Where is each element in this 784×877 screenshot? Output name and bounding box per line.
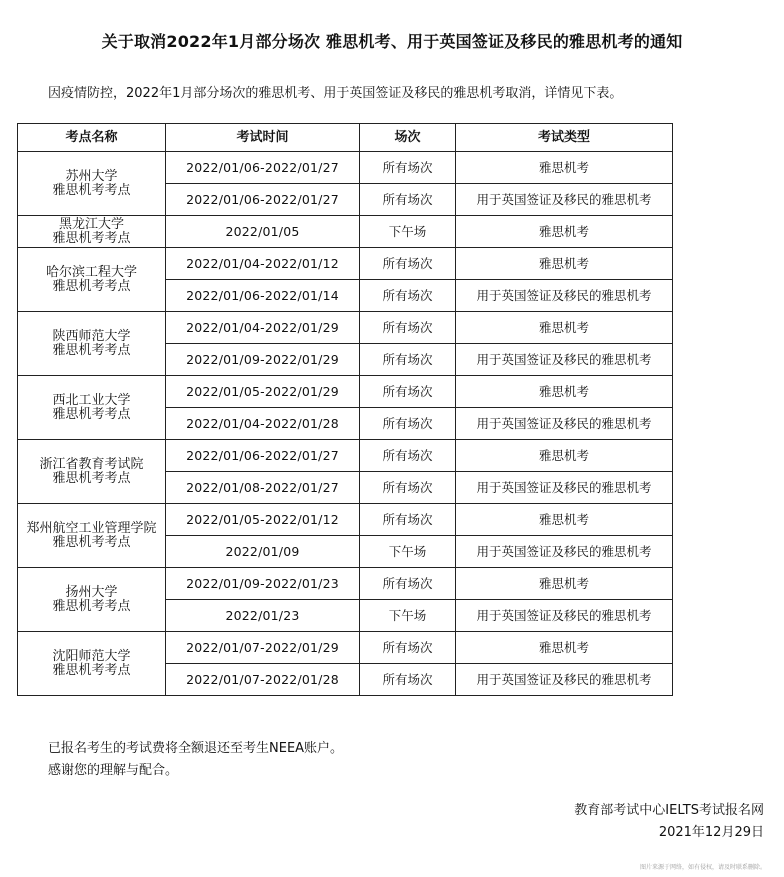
header-exam-time: 考试时间 xyxy=(166,124,360,152)
exam-time-cell: 2022/01/06-2022/01/27 xyxy=(166,440,360,472)
session-cell: 所有场次 xyxy=(360,152,456,184)
issue-date: 2021年12月29日 xyxy=(658,825,764,840)
exam-type-cell: 用于英国签证及移民的雅思机考 xyxy=(456,536,673,568)
refund-notice: 已报名考生的考试费将全额退还至考生NEEA账户。 xyxy=(48,741,344,756)
exam-type-cell: 用于英国签证及移民的雅思机考 xyxy=(456,664,673,696)
intro-paragraph: 因疫情防控，2022年1月部分场次的雅思机考、用于英国签证及移民的雅思机考取消，详情见下表。 xyxy=(48,86,623,101)
exam-type-cell: 用于英国签证及移民的雅思机考 xyxy=(456,472,673,504)
session-cell: 所有场次 xyxy=(360,440,456,472)
exam-time-cell: 2022/01/06-2022/01/27 xyxy=(166,184,360,216)
session-cell: 所有场次 xyxy=(360,312,456,344)
table-row xyxy=(18,376,673,408)
header-venue: 考点名称 xyxy=(18,124,166,152)
exam-time-cell: 2022/01/07-2022/01/28 xyxy=(166,664,360,696)
exam-time-cell: 2022/01/05-2022/01/12 xyxy=(166,504,360,536)
table-row xyxy=(18,312,673,344)
table-row xyxy=(18,440,673,472)
table-row xyxy=(18,632,673,664)
session-cell: 所有场次 xyxy=(360,376,456,408)
issuer-name: 教育部考试中心IELTS考试报名网 xyxy=(574,803,764,818)
exam-type-cell: 雅思机考 xyxy=(456,248,673,280)
venue-cell: 郑州航空工业管理学院雅思机考考点 xyxy=(18,504,166,568)
exam-time-cell: 2022/01/09 xyxy=(166,536,360,568)
exam-type-cell: 雅思机考 xyxy=(456,504,673,536)
exam-type-cell: 用于英国签证及移民的雅思机考 xyxy=(456,280,673,312)
exam-type-cell: 雅思机考 xyxy=(456,152,673,184)
exam-type-cell: 用于英国签证及移民的雅思机考 xyxy=(456,184,673,216)
venue-cell: 苏州大学 雅思机考考点 xyxy=(18,152,166,216)
venue-cell: 沈阳师范大学 雅思机考考点 xyxy=(18,632,166,696)
venue-cell: 哈尔滨工程大学 雅思机考考点 xyxy=(18,248,166,312)
page-title: 关于取消2022年1月部分场次 雅思机考、用于英国签证及移民的雅思机考的通知 xyxy=(101,32,683,51)
venue-cell: 西北工业大学 雅思机考考点 xyxy=(18,376,166,440)
exam-type-cell: 雅思机考 xyxy=(456,312,673,344)
exam-time-cell: 2022/01/06-2022/01/14 xyxy=(166,280,360,312)
exam-type-cell: 用于英国签证及移民的雅思机考 xyxy=(456,344,673,376)
table-header-row xyxy=(18,124,673,152)
table-row xyxy=(18,216,673,248)
table-row xyxy=(18,504,673,536)
table-row xyxy=(18,568,673,600)
venue-cell: 黑龙江大学 雅思机考考点 xyxy=(18,216,166,248)
exam-time-cell: 2022/01/04-2022/01/28 xyxy=(166,408,360,440)
session-cell: 所有场次 xyxy=(360,504,456,536)
thanks-note: 感谢您的理解与配合。 xyxy=(48,763,179,778)
exam-time-cell: 2022/01/08-2022/01/27 xyxy=(166,472,360,504)
cancellation-table xyxy=(17,123,673,696)
exam-type-cell: 雅思机考 xyxy=(456,440,673,472)
exam-time-cell: 2022/01/09-2022/01/29 xyxy=(166,344,360,376)
session-cell: 所有场次 xyxy=(360,280,456,312)
table-row xyxy=(18,248,673,280)
exam-time-cell: 2022/01/06-2022/01/27 xyxy=(166,152,360,184)
session-cell: 所有场次 xyxy=(360,344,456,376)
exam-time-cell: 2022/01/04-2022/01/12 xyxy=(166,248,360,280)
session-cell: 所有场次 xyxy=(360,632,456,664)
exam-time-cell: 2022/01/09-2022/01/23 xyxy=(166,568,360,600)
session-cell: 所有场次 xyxy=(360,248,456,280)
session-cell: 下午场 xyxy=(360,600,456,632)
exam-time-cell: 2022/01/23 xyxy=(166,600,360,632)
exam-time-cell: 2022/01/05-2022/01/29 xyxy=(166,376,360,408)
session-cell: 所有场次 xyxy=(360,568,456,600)
exam-time-cell: 2022/01/05 xyxy=(166,216,360,248)
table-row xyxy=(18,152,673,184)
session-cell: 下午场 xyxy=(360,536,456,568)
session-cell: 所有场次 xyxy=(360,408,456,440)
session-cell: 所有场次 xyxy=(360,472,456,504)
watermark-text: 图片来源于网络，如有侵权，请及时联系删除。 xyxy=(639,864,766,871)
table-body xyxy=(18,152,673,696)
exam-type-cell: 用于英国签证及移民的雅思机考 xyxy=(456,408,673,440)
exam-time-cell: 2022/01/04-2022/01/29 xyxy=(166,312,360,344)
header-session: 场次 xyxy=(360,124,456,152)
exam-type-cell: 雅思机考 xyxy=(456,376,673,408)
header-exam-type: 考试类型 xyxy=(456,124,673,152)
exam-type-cell: 雅思机考 xyxy=(456,568,673,600)
exam-type-cell: 雅思机考 xyxy=(456,216,673,248)
session-cell: 所有场次 xyxy=(360,184,456,216)
venue-cell: 扬州大学 雅思机考考点 xyxy=(18,568,166,632)
session-cell: 所有场次 xyxy=(360,664,456,696)
exam-type-cell: 用于英国签证及移民的雅思机考 xyxy=(456,600,673,632)
venue-cell: 浙江省教育考试院 雅思机考考点 xyxy=(18,440,166,504)
exam-time-cell: 2022/01/07-2022/01/29 xyxy=(166,632,360,664)
session-cell: 下午场 xyxy=(360,216,456,248)
exam-type-cell: 雅思机考 xyxy=(456,632,673,664)
venue-cell: 陕西师范大学 雅思机考考点 xyxy=(18,312,166,376)
